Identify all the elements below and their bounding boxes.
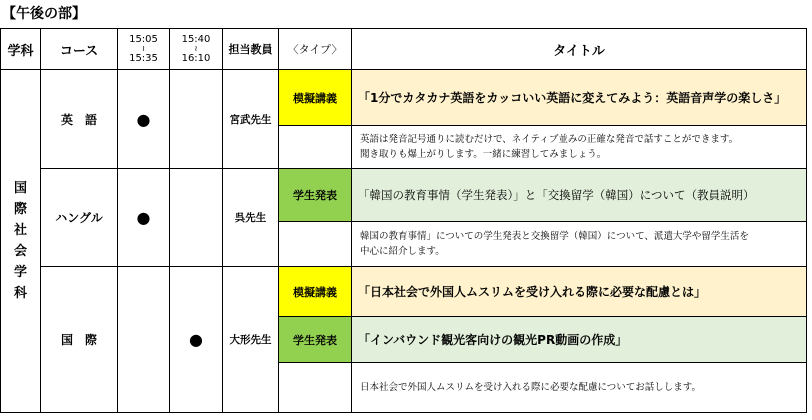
course-intl: 国 際 <box>41 267 118 413</box>
english-title: 「1分でカタカナ英語をカッコいい英語に変えてみよう：英語音声学の楽しさ」 <box>352 70 807 126</box>
schedule-table <box>0 28 807 413</box>
dept-char: 会 <box>13 244 27 259</box>
header-slot1: 15:05 ≀ 15:35 <box>118 29 170 70</box>
header-teacher: 担当教員 <box>223 29 279 70</box>
hangul-slot1-mark: ● <box>118 169 170 267</box>
hangul-description: 韓国の教育事情」についての学生発表と交換留学（韓国）について、派遣大学や留学生活を 中心に紹介します。 <box>352 222 807 267</box>
intl-slot1-mark <box>118 267 170 413</box>
row-english-title <box>1 70 807 126</box>
section-heading: 【午後の部】 <box>2 6 86 22</box>
hangul-title: 「韓国の教育事情（学生発表）」と「交換留学（韓国）について（教員説明） <box>352 169 807 222</box>
intl-type-badge-student: 学生発表 <box>279 317 352 363</box>
english-slot2-mark <box>170 70 223 169</box>
intl-teacher: 大形先生 <box>223 267 279 413</box>
intl-type-blank <box>279 363 352 413</box>
dept-char: 際 <box>13 202 27 217</box>
header-course: コース <box>41 29 118 70</box>
hangul-slot2-mark <box>170 169 223 267</box>
row-intl-title1 <box>1 267 807 317</box>
dept-cell <box>1 70 41 413</box>
hangul-type-blank <box>279 222 352 267</box>
intl-type-badge-lecture: 模擬講義 <box>279 267 352 317</box>
english-type-badge: 模擬講義 <box>279 70 352 126</box>
header-type: 〈タイプ〉 <box>279 29 352 70</box>
header-title: タイトル <box>352 29 807 70</box>
english-type-blank <box>279 126 352 169</box>
hangul-teacher: 呉先生 <box>223 169 279 267</box>
course-hangul: ハングル <box>41 169 118 267</box>
dept-char: 社 <box>13 223 27 238</box>
course-english: 英 語 <box>41 70 118 169</box>
header-slot2: 15:40 ≀ 16:10 <box>170 29 223 70</box>
header-row <box>1 29 807 70</box>
intl-title-student: 「インバウンド観光客向けの観光PR動画の作成」 <box>352 317 807 363</box>
row-hangul-title <box>1 169 807 222</box>
english-description: 英語は発音記号通りに読むだけで、ネイティブ並みの正確な発音で話すことができます。 聞き取りも爆上がりします。一緒に練習してみましょう。 <box>352 126 807 169</box>
dept-char: 科 <box>13 286 27 301</box>
intl-title-lecture: 「日本社会で外国人ムスリムを受け入れる際に必要な配慮とは」 <box>352 267 807 317</box>
english-slot1-mark: ● <box>118 70 170 169</box>
hangul-type-badge: 学生発表 <box>279 169 352 222</box>
intl-description: 日本社会で外国人ムスリムを受け入れる際に必要な配慮についてお話しします。 <box>352 363 807 413</box>
intl-slot2-mark: ● <box>170 267 223 413</box>
dept-char: 学 <box>13 265 27 280</box>
dept-char: 国 <box>13 181 27 196</box>
header-dept: 学科 <box>1 29 41 70</box>
english-teacher: 宮武先生 <box>223 70 279 169</box>
